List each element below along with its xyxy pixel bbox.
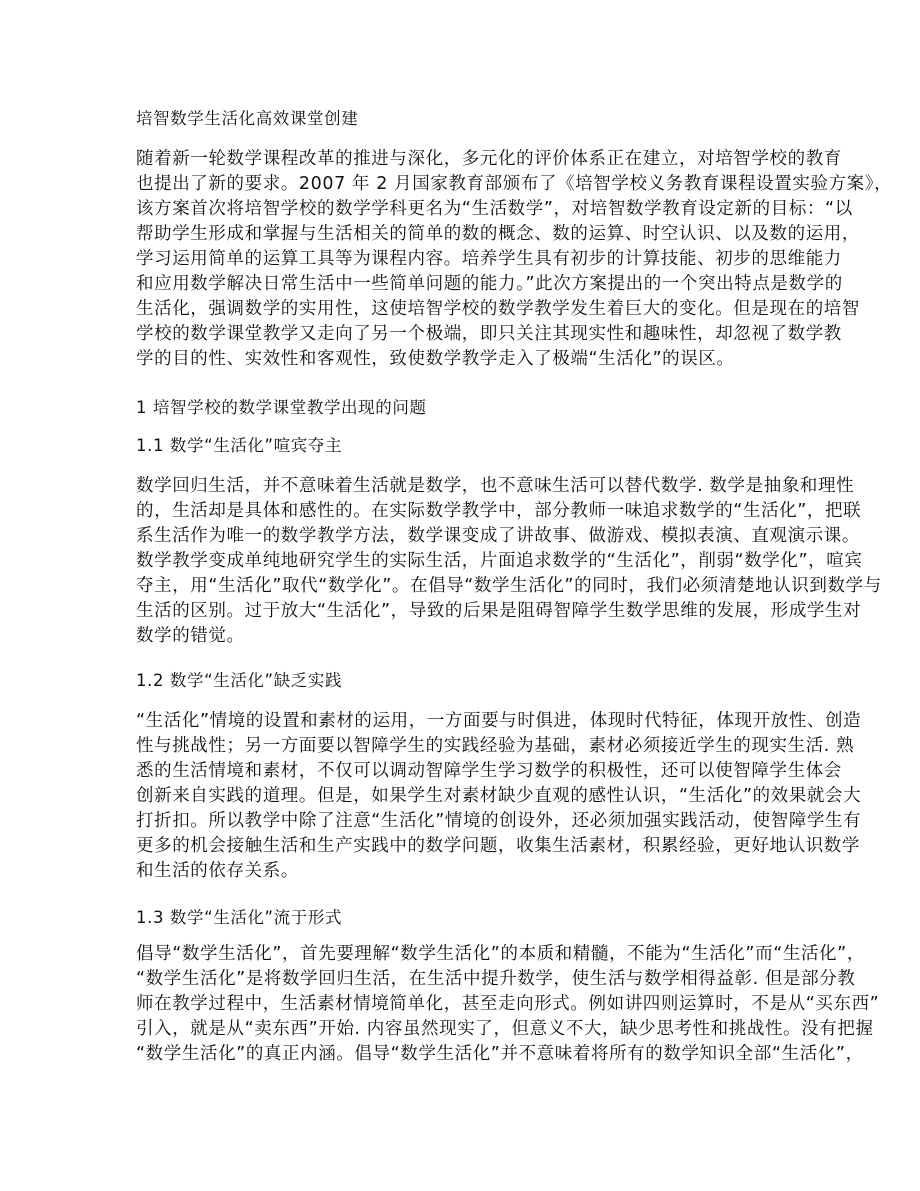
section-1-2-heading: 1.2 数学“生活化”缺乏实践 bbox=[136, 671, 343, 690]
intro-paragraph bbox=[136, 147, 893, 372]
text-line: 也提出了新的要求。2007 年 2 月国家教育部颁布了《培智学校义务教育课程设置实验方案》， bbox=[136, 174, 893, 194]
section-1-heading: 1 培智学校的数学课堂教学出现的问题 bbox=[136, 398, 427, 417]
text-line: 学习运用简单的运算工具等为课程内容。培养学生具有初步的计算技能、初步的思维能力 bbox=[136, 249, 842, 269]
text-line: 和生活的依存关系。 bbox=[136, 861, 299, 881]
text-line: 帮助学生形成和掌握与生活相关的简单的数的概念、数的运算、时空认识、以及数的运用， bbox=[136, 224, 860, 244]
text-line: 系生活作为唯一的数学教学方法，数学课变成了讲故事、做游戏、模拟表演、直观演示课。 bbox=[136, 526, 860, 546]
text-line: 的，生活却是具体和感性的。在实际数学教学中，部分教师一味追求数学的“生活化”，把联 bbox=[136, 501, 862, 521]
text-line: 倡导“数学生活化”，首先要理解“数学生活化”的本质和精髓，不能为“生活化”而“生活化”， bbox=[136, 944, 865, 964]
section-1-3-paragraph bbox=[136, 942, 880, 1067]
text-line: 数学的错觉。 bbox=[136, 626, 245, 646]
text-line: 性与挑战性；另一方面要以智障学生的实践经验为基础，素材必须接近学生的现实生活. 熟 bbox=[136, 736, 855, 756]
text-line: 该方案首次将培智学校的数学学科更名为“生活数学”，对培智数学教育设定新的目标：“以 bbox=[136, 199, 853, 219]
text-line: 数学回归生活，并不意味着生活就是数学，也不意味生活可以替代数学. 数学是抽象和理性 bbox=[136, 476, 855, 496]
text-line: 师在教学过程中，生活素材情境简单化，甚至走向形式。例如讲四则运算时，不是从“买东西” bbox=[136, 994, 880, 1014]
text-line: 夺主，用“生活化”取代“数学化”。在倡导“数学生活化”的同时，我们必须清楚地认识到数学与 bbox=[136, 576, 882, 596]
text-line: 生活化，强调数学的实用性，这使培智学校的数学教学发生着巨大的变化。但是现在的培智 bbox=[136, 299, 860, 319]
text-line: 学的目的性、实效性和客观性，致使数学教学走入了极端“生活化”的误区。 bbox=[136, 349, 735, 369]
text-line: 和应用数学解决日常生活中一些简单问题的能力。”此次方案提出的一个突出特点是数学的 bbox=[136, 274, 843, 294]
section-1-2-paragraph bbox=[136, 709, 862, 884]
text-line: 打折扣。所以教学中除了注意“生活化”情境的创设外，还必须加强实践活动，使智障学生有 bbox=[136, 811, 862, 831]
text-line: 更多的机会接触生活和生产实践中的数学问题，收集生活素材，积累经验，更好地认识数学 bbox=[136, 836, 860, 856]
text-line: 数学教学变成单纯地研究学生的实际生活，片面追求数学的“生活化”，削弱“数学化”，喧宾 bbox=[136, 551, 863, 571]
text-line: 悉的生活情境和素材，不仅可以调动智障学生学习数学的积极性，还可以使智障学生体会 bbox=[136, 761, 842, 781]
document-title: 培智数学生活化高效课堂创建 bbox=[136, 109, 359, 128]
text-line: 学校的数学课堂教学又走向了另一个极端，即只关注其现实性和趣味性，却忽视了数学教 bbox=[136, 324, 842, 344]
section-1-1-paragraph bbox=[136, 474, 882, 649]
text-line: “数学生活化”是将数学回归生活，在生活中提升数学，使生活与数学相得益彰. 但是部分教 bbox=[136, 969, 856, 989]
text-line: 创新来自实践的道理。但是，如果学生对素材缺少直观的感性认识，“生活化”的效果就会大 bbox=[136, 786, 862, 806]
text-line: 引入，就是从“卖东西”开始. 内容虽然现实了，但意义不大，缺少思考性和挑战性。没有把握 bbox=[136, 1019, 874, 1039]
text-line: 生活的区别。过于放大“生活化”，导致的后果是阻碍智障学生数学思维的发展，形成学生对 bbox=[136, 601, 862, 621]
text-line: 随着新一轮数学课程改革的推进与深化，多元化的评价体系正在建立，对培智学校的教育 bbox=[136, 149, 842, 169]
section-1-1-heading: 1.1 数学“生活化”喧宾夺主 bbox=[136, 436, 343, 455]
text-line: “数学生活化”的真正内涵。倡导“数学生活化”并不意味着将所有的数学知识全部“生活化”， bbox=[136, 1044, 864, 1064]
text-line: “生活化”情境的设置和素材的运用，一方面要与时俱进，体现时代特征，体现开放性、创造 bbox=[136, 711, 862, 731]
section-1-3-heading: 1.3 数学“生活化”流于形式 bbox=[136, 908, 343, 927]
